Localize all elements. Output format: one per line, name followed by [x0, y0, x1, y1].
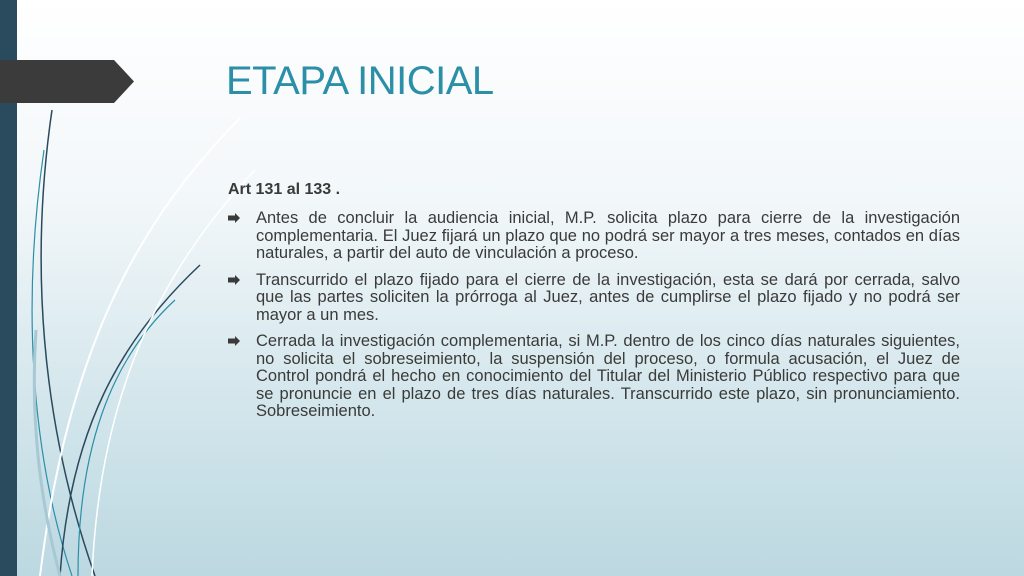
bullet-text: Transcurrido el plazo fijado para el cierre de la investigación, esta se dará por cerrada, salvo que las partes soliciten la prórroga al Juez, antes de cumplirse el plazo fijado y no podrá ser mayor a un mes. — [256, 270, 960, 324]
bullet-item — [226, 333, 960, 421]
bullet-item — [226, 272, 960, 325]
article-subheading: Art 131 al 133 . — [228, 181, 341, 198]
bullet-text: Cerrada la investigación complementaria, si M.P. dentro de los cinco días naturales siguientes, no solicita el sobreseimiento, la suspensión del proceso, o formula acusación, el Juez de Control pondrá el hecho en conocimiento del Titular del Ministerio Público respectivo para que se pronuncie en el plazo de tres días naturales. Transcurrido este plazo, sin pronunciamiento. Sobreseimiento. — [256, 332, 960, 420]
arrow-bullet-icon — [227, 334, 241, 348]
bullet-item — [226, 210, 960, 263]
slide-title: ETAPA INICIAL — [226, 59, 494, 103]
arrow-bullet-icon — [227, 273, 241, 287]
bullet-text: Antes de concluir la audiencia inicial, M.P. solicita plazo para cierre de la investigación complementaria. El Juez fijará un plazo que no podrá ser mayor a tres meses, contados en días naturales, a partir del auto de vinculación a proceso. — [256, 209, 960, 262]
slide-body — [226, 180, 960, 430]
title-accent-tab — [0, 60, 134, 103]
arrow-bullet-icon — [227, 211, 241, 225]
